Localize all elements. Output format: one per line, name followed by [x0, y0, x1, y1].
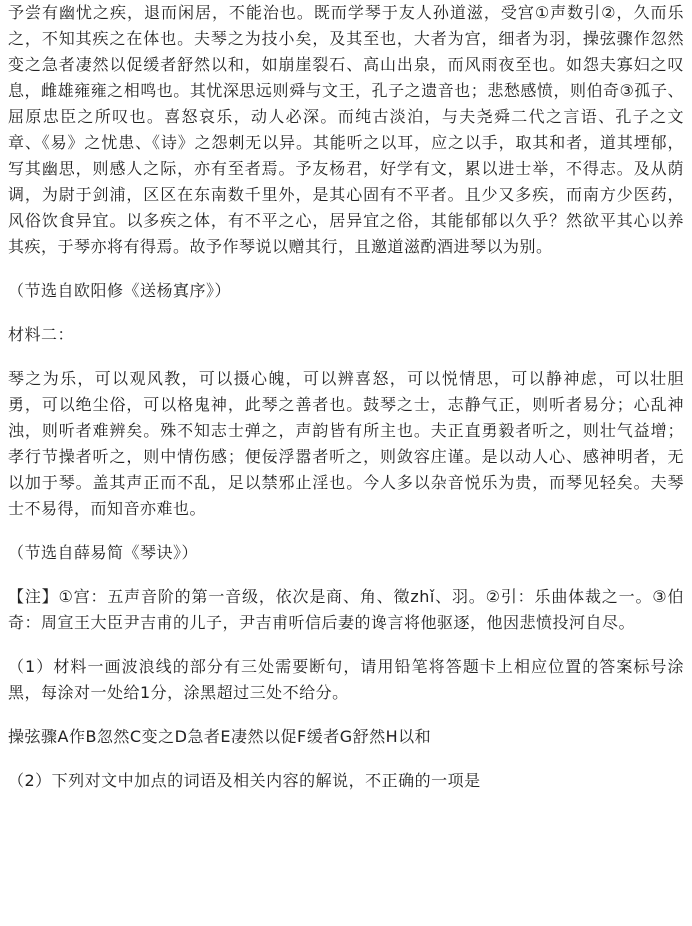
question-1-prompt: （1）材料一画波浪线的部分有三处需要断句，请用铅笔将答题卡上相应位置的答案标号涂黑，每涂对一处给1分，涂黑超过三处不给分。 [8, 657, 684, 702]
passage-1-text: 予尝有幽忧之疾，退而闲居，不能治也。既而学琴于友人孙道滋，受宫①声数引②，久而乐之，不知其疾之在体也。夫琴之为技小矣，及其至也，大者为宫，细者为羽，操弦骤作忽然变之急者凄然以促缓者舒然以和，如崩崖裂石、高山出泉，而风雨夜至也。如怨夫寡妇之叹息，雌雄雍雍之相鸣也。其忧深思远则舜与文王，孔子之遗音也；悲愁感愤，则伯奇③孤子、屈原忠臣之所叹也。喜怒哀乐，动人必深。而纯古淡泊，与夫尧舜二代之言语、孔子之文章、《易》之忧患、《诗》之怨刺无以异。其能听之以耳，应之以手，取其和者，道其堙郁，写其幽思，则感人之际，亦有至者焉。予友杨君，好学有文，累以进士举，不得志。及从荫调，为尉于剑浦，区区在东南数千里外，是其心固有不平者。且少又多疾，而南方少医药，风俗饮食异宜。以多疾之体，有不平之心，居异宜之俗，其能郁郁以久乎？然欲平其心以养其疾，于琴亦将有得焉。故予作琴说以赠其行，且邀道滋酌酒进琴以为别。 [8, 3, 684, 256]
document-page [8, 0, 684, 794]
passage-2-source: （节选自薛易简《琴诀》） [8, 543, 199, 562]
passage-1-source: （节选自欧阳修《送杨寘序》） [8, 281, 232, 300]
question-2-prompt: （2）下列对文中加点的词语及相关内容的解说，不正确的一项是 [8, 771, 481, 790]
material-2-label: 材料二： [8, 325, 75, 344]
question-1-options: 操弦骤A作B忽然C变之D急者E凄然以促F缓者G舒然H以和 [8, 727, 432, 746]
annotation-notes: 【注】①宫：五声音阶的第一音级，依次是商、角、徵zhǐ、羽。②引：乐曲体裁之一。③伯奇：周宣王大臣尹吉甫的儿子，尹吉甫听信后妻的谗言将他驱逐，他因悲愤投河自尽。 [8, 587, 684, 632]
passage-2-text: 琴之为乐，可以观风教，可以摄心魄，可以辨喜怒，可以悦情思，可以静神虑，可以壮胆勇，可以绝尘俗，可以格鬼神，此琴之善者也。鼓琴之士，志静气正，则听者易分；心乱神浊，则听者难辨矣。殊不知志士弹之，声韵皆有所主也。夫正直勇毅者听之，则壮气益增；孝行节操者听之，则中情伤感；便佞浮嚣者听之，则敛容庄谨。是以动人心、感神明者，无以加于琴。盖其声正而不乱，足以禁邪止淫也。今人多以杂音悦乐为贵，而琴见轻矣。夫琴士不易得，而知音亦难也。 [8, 369, 684, 518]
